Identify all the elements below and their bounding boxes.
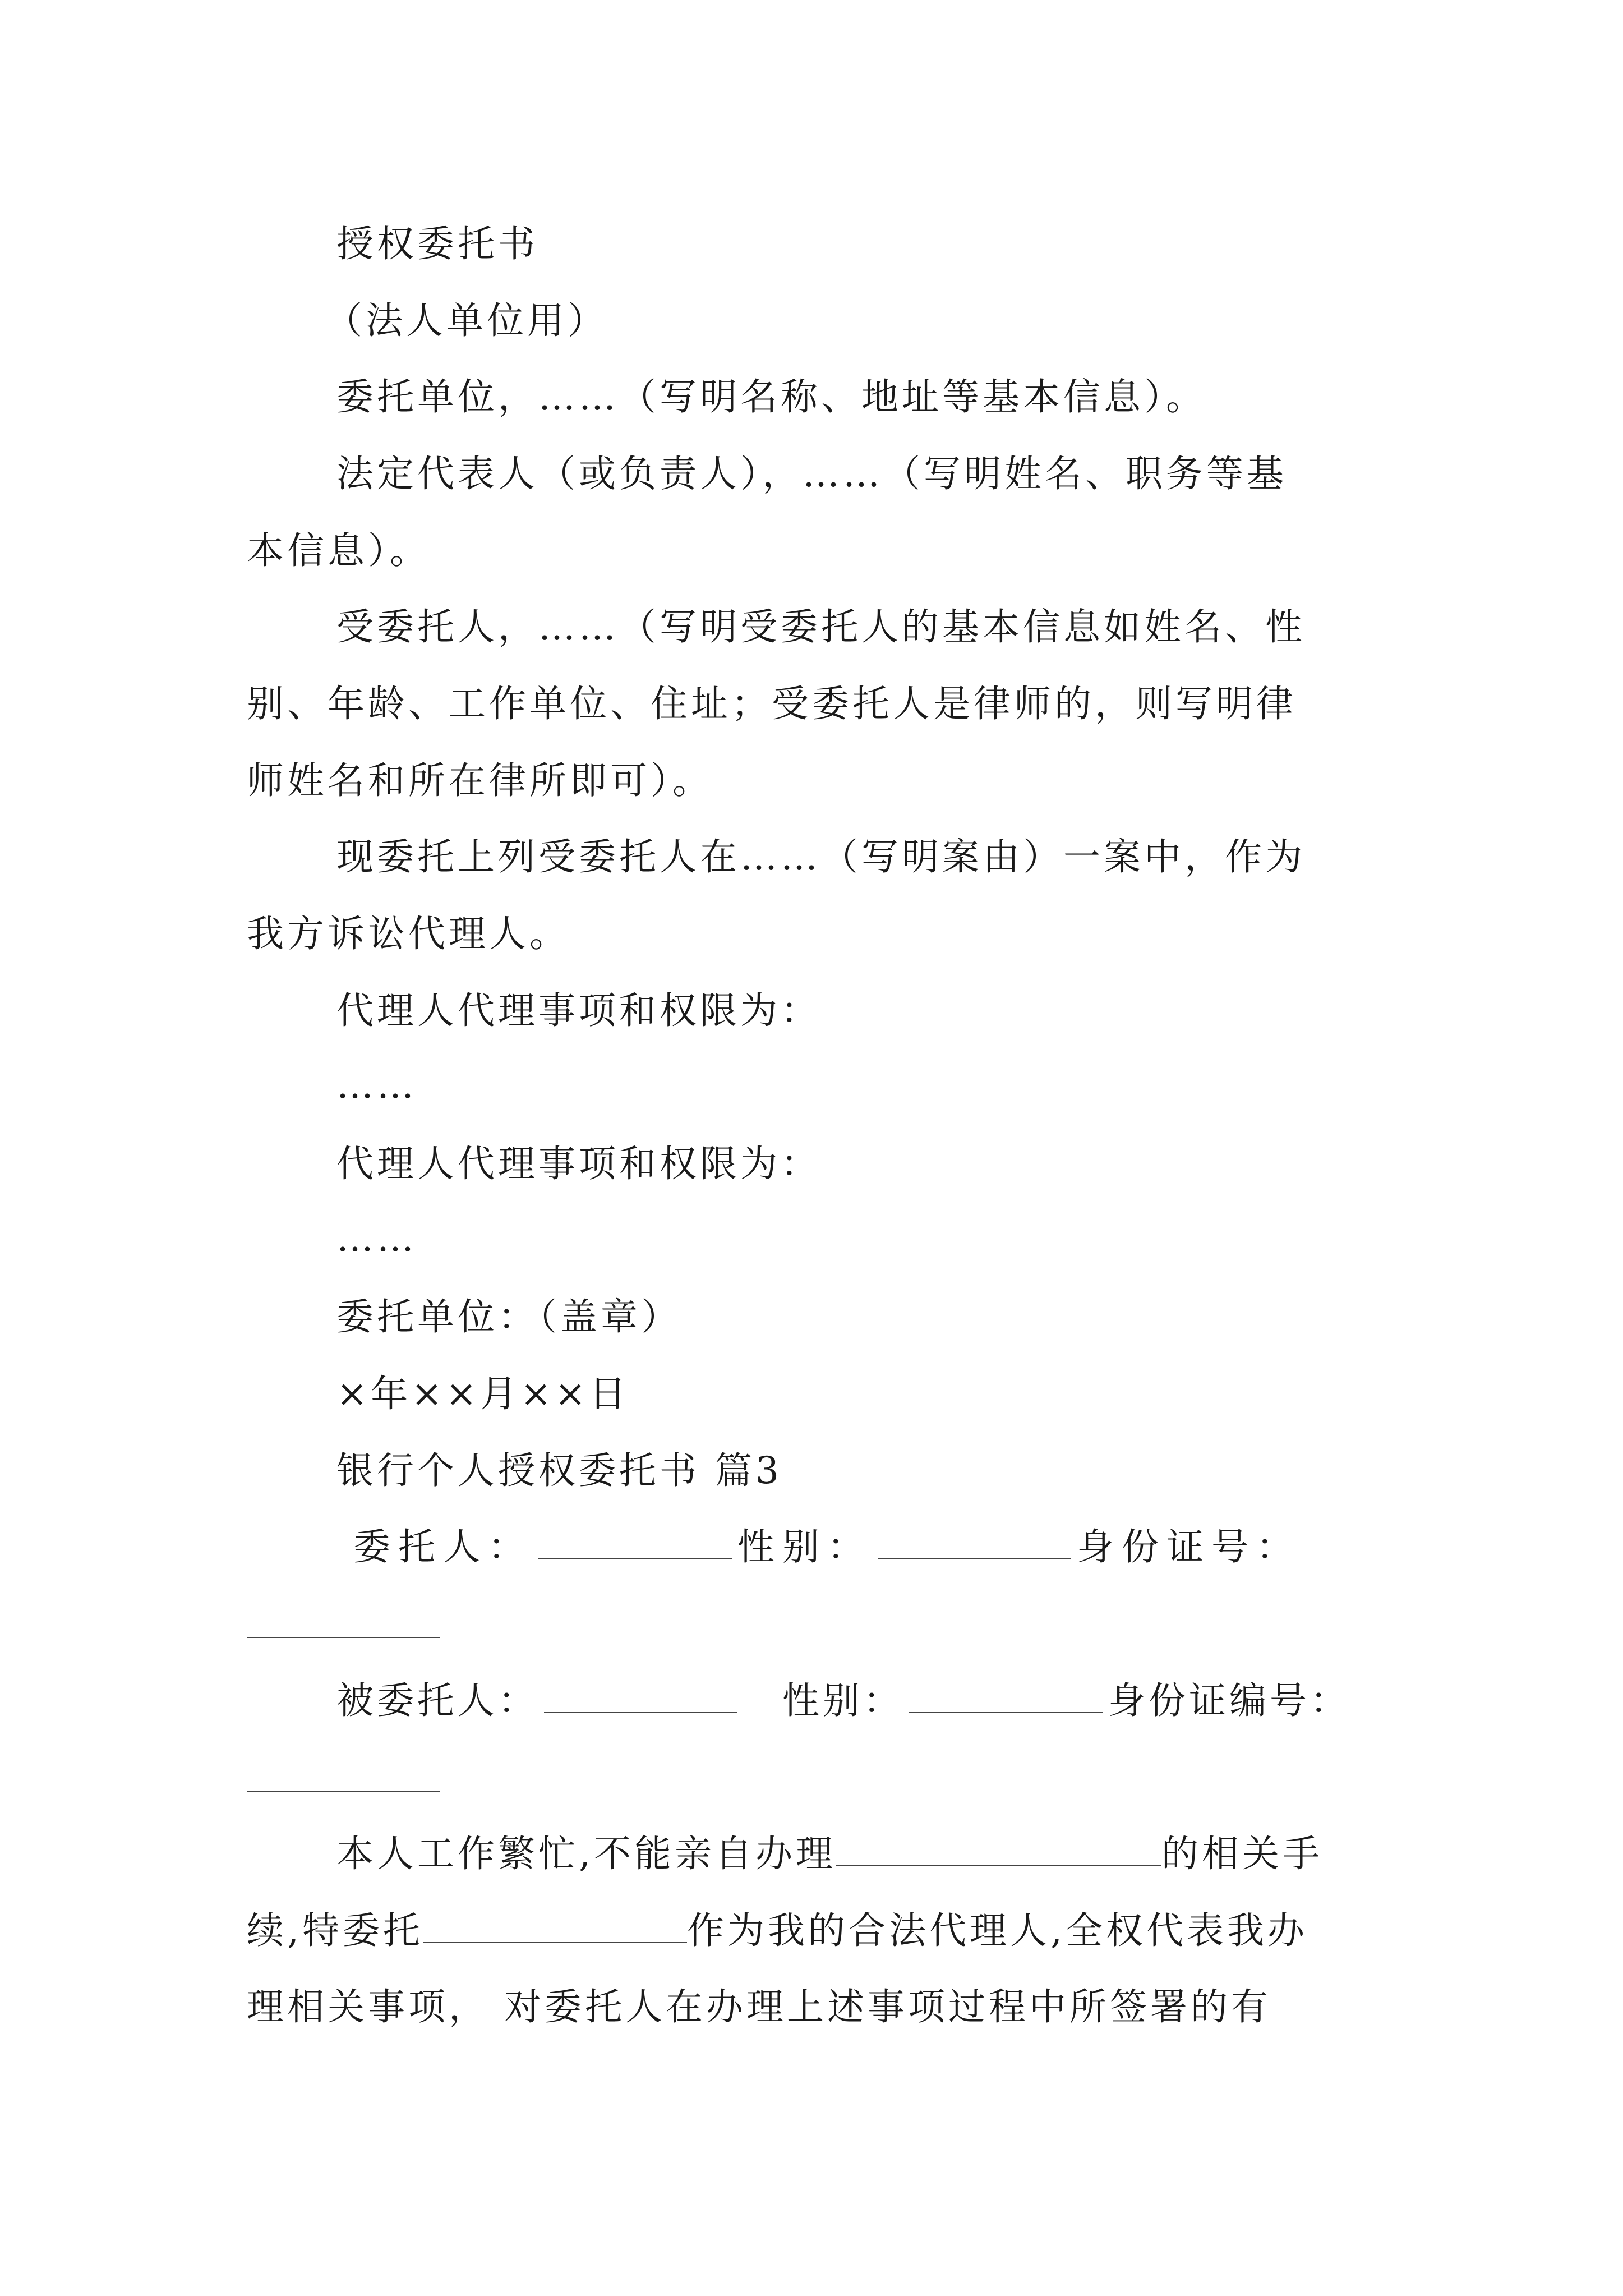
agent-line-2: 别、年龄、工作单位、住址；受委托人是律师的，则写明律: [247, 682, 1297, 725]
body-line-2: [247, 1908, 1385, 1953]
client-unit-paragraph: 委托单位，……（写明名称、地址等基本信息）。: [336, 375, 1206, 418]
principal-name-blank[interactable]: [538, 1527, 732, 1559]
ellipsis-2: ……: [336, 1217, 417, 1260]
ellipsis-1: ……: [336, 1064, 417, 1107]
principal-form-row: [353, 1525, 1492, 1570]
agent-line-3: 师姓名和所在律所即可）。: [247, 759, 713, 802]
entrust-line-2: 我方诉讼代理人。: [247, 912, 570, 955]
agent-line-1: 受委托人，……（写明受委托人的基本信息如姓名、性: [336, 605, 1306, 648]
id-number-blank-1[interactable]: [247, 1637, 440, 1638]
section-title: 银行个人授权委托书 篇3: [336, 1449, 782, 1492]
principal-label: 委托人：: [353, 1525, 533, 1568]
seal-line: 委托单位：（盖章）: [336, 1295, 681, 1338]
body-text-1b: 的相关手: [1161, 1832, 1323, 1875]
date-line: ×年××月××日: [336, 1372, 630, 1415]
legal-rep-line-2: 本信息）。: [247, 529, 430, 572]
body-text-2b: 作为我的合法代理人,全权代表我办: [686, 1909, 1308, 1952]
body-line-3: 理相关事项， 对委托人在办理上述事项过程中所签署的有: [247, 1985, 1271, 2028]
scope-label-1: 代理人代理事项和权限为：: [336, 989, 821, 1032]
gender-blank-1[interactable]: [878, 1527, 1071, 1559]
agent-form-row: [336, 1678, 1475, 1723]
id-label-1: 身份证号：: [1077, 1525, 1301, 1568]
document-title: 授权委托书: [336, 222, 538, 265]
legal-rep-line-1: 法定代表人（或负责人），……（写明姓名、职务等基: [336, 452, 1287, 495]
agent-label: 被委托人：: [336, 1679, 538, 1722]
id-number-blank-2[interactable]: [247, 1791, 440, 1792]
gender-blank-2[interactable]: [909, 1681, 1103, 1713]
body-text-1a: 本人工作繁忙,不能亲自办理: [336, 1832, 836, 1875]
matter-blank[interactable]: [836, 1834, 1161, 1866]
gender-label-2: 性别：: [782, 1679, 903, 1722]
entrust-line-1: 现委托上列受委托人在……（写明案由）一案中，作为: [336, 835, 1306, 878]
agent-name-blank[interactable]: [544, 1681, 737, 1713]
gender-label-1: 性别：: [737, 1525, 872, 1568]
scope-label-2: 代理人代理事项和权限为：: [336, 1142, 821, 1185]
body-line-1: [336, 1832, 1475, 1876]
designee-blank[interactable]: [423, 1911, 687, 1943]
document-subtitle: （法人单位用）: [325, 299, 608, 342]
body-text-2a: 续,特委托: [247, 1909, 423, 1952]
id-label-2: 身份证编号：: [1108, 1679, 1350, 1722]
